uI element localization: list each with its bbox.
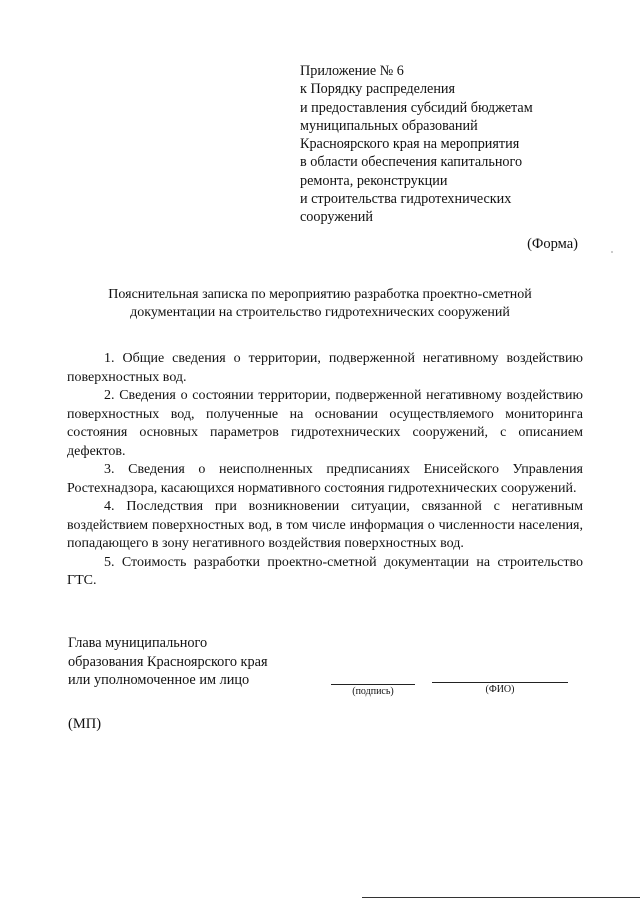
- appendix-line: в области обеспечения капитального: [300, 154, 523, 171]
- signer-line-3: или уполномоченное им лицо: [68, 672, 250, 688]
- list-item: 5. Стоимость разработки проектно-сметной документации на строительство ГТС.: [67, 554, 583, 588]
- appendix-line: Красноярского края на мероприятия: [300, 136, 520, 153]
- appendix-line: муниципальных образований: [300, 117, 478, 134]
- title-line-1: Пояснительная записка по мероприятию разработка проектно-сметной: [108, 287, 532, 302]
- name-line: [432, 682, 568, 683]
- appendix-line: и предоставления субсидий бюджетам: [300, 99, 533, 116]
- form-label: (Форма): [527, 236, 578, 252]
- signer-line-1: Глава муниципального: [68, 635, 208, 651]
- stamp-label: (МП): [68, 716, 102, 732]
- appendix-line: и строительства гидротехнических: [300, 191, 512, 208]
- appendix-line: Приложение № 6: [300, 63, 404, 79]
- list-item: 1. Общие сведения о территории, подверженной негативному воздействию поверхностных вод.: [67, 351, 583, 385]
- signature-line: [331, 684, 415, 685]
- signer-line-2: образования Красноярского края: [68, 653, 268, 670]
- appendix-line: сооружений: [300, 209, 373, 226]
- list-item: 2. Сведения о состоянии территории, подверженной негативному воздействию поверхностных вод, полученные на основании осуществляемого мониторинга состояния основных параметров гидротехнических сооружений, с описанием дефектов.: [67, 388, 583, 459]
- bottom-edge-line: [362, 897, 640, 898]
- appendix-header: [300, 62, 600, 227]
- document-title: [60, 286, 580, 322]
- signer-block: [68, 634, 268, 690]
- items-list: [67, 350, 583, 591]
- appendix-line: ремонта, реконструкции: [300, 172, 448, 189]
- scan-speck: [611, 251, 613, 253]
- signature-label: (подпись): [352, 686, 394, 697]
- list-item: 3. Сведения о неисполненных предписаниях Енисейского Управления Ростехнадзора, касающихся нормативного состояния гидротехнических сооружений.: [67, 462, 583, 496]
- title-line-2: документации на строительство гидротехнических сооружений: [130, 305, 510, 320]
- list-item: 4. Последствия при возникновении ситуации, связанной с негативным воздействием поверхностных вод, в том числе информация о численности населения, попадающего в зону негативного воздействия поверхностных вод.: [67, 499, 583, 551]
- name-label: (ФИО): [485, 684, 515, 695]
- appendix-line: к Порядку распределения: [300, 81, 456, 98]
